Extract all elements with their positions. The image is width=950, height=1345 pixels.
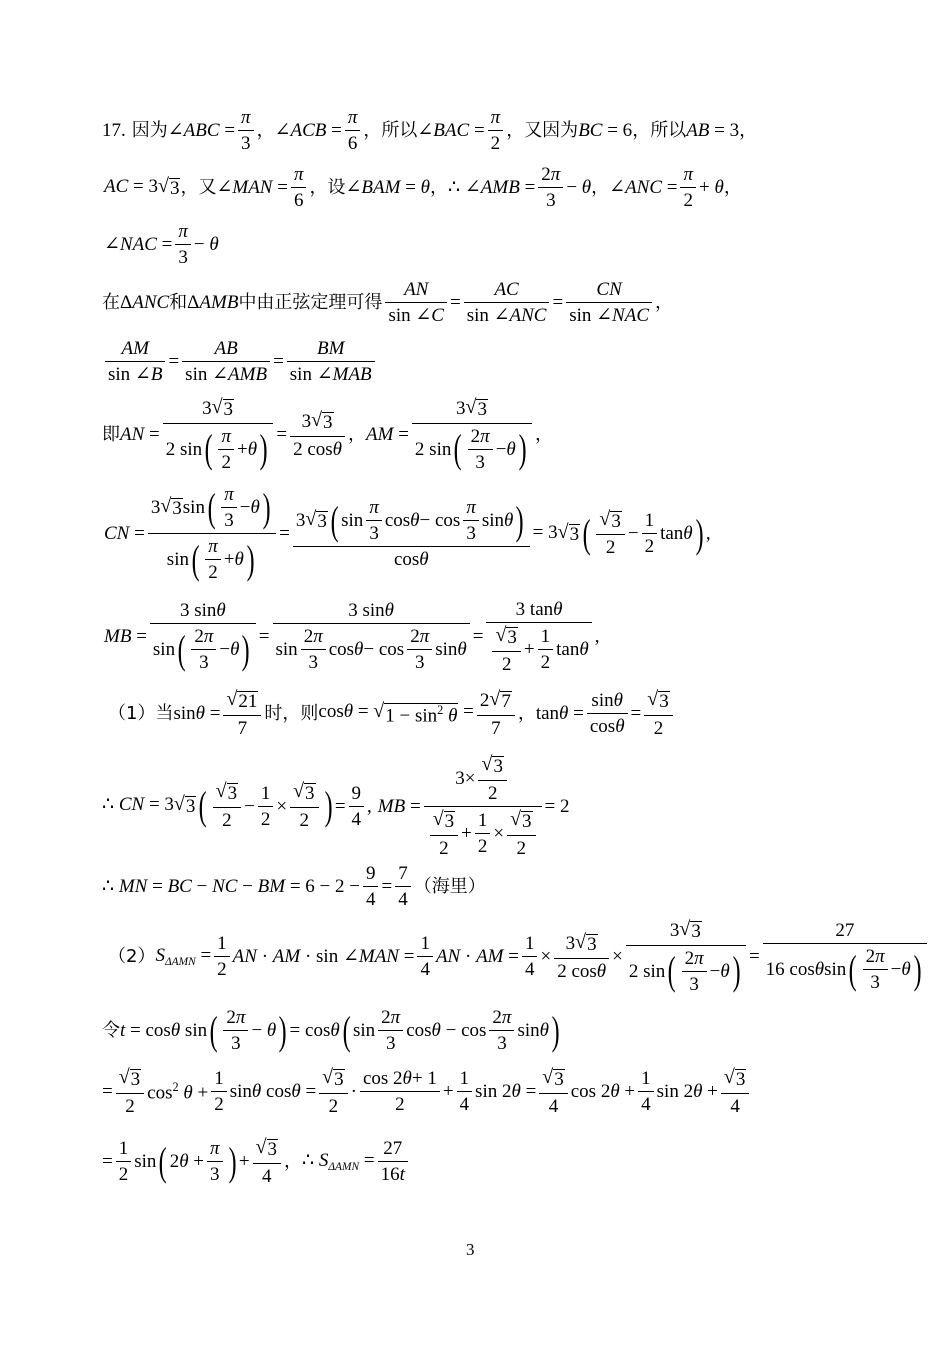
line-13: 令 t = cosθ sin ( 2 π 3 − θ ) = cosθ ( sin 2 π 3 cosθ − cos 2 π 3 sinθ )	[102, 1007, 560, 1054]
line-15: = $\frac{1}{2}$ sin ( 2θ + $\frac{\pi}{3}$ ) + √ 3 4 ， ∴ $S_{\Delta AMN}$ = 27 16 t	[102, 1138, 411, 1186]
line-3: ∠NAC = $\frac{\pi}{3}$ − θ	[104, 221, 219, 268]
line-10: ∴ CN = 3 √ 3 ( √ 3 2 − $\frac{1}{2}$ × √ 3 2 ) = $\frac{9}{4}$ , MB = 3× √ 3 2 √ 3 2 + 1 2 × √ 3 2 = 2	[102, 753, 570, 859]
line-1: 17. 因为 ∠ABC = $\frac{\pi}{3}$ ， ∠ACB = $\frac{\pi}{6}$ ， 所以 ∠BAC = $\frac{\pi}{2}$ ， 又因为 BC = 6 ， 所以 AB = 3 ，	[102, 107, 758, 154]
line-9: （1）当 sinθ = √ 21 7 时，则 cosθ = √ $1 - \sin^2 \theta$ = 2 √ 7 7 ， tanθ = sin θ cos θ = √ 3 2	[108, 690, 676, 738]
line-8: MB = 3 sin θ sin ( 2 π 3 − θ ) = 3 sin θ sin 2 π 3 cos θ − cos 2 π 3 sin θ = 3 tan θ √ 3 2 + 1 2 tan θ ,	[104, 599, 600, 675]
line-4: 在 ΔANC 和 ΔAMB 中由正弦定理可得 AN sin ∠ C = AC sin ∠ ANC = CN sin ∠ NAC ，	[102, 279, 673, 326]
line-6: 即 AN = 3 √ 3 2 sin ( π 2 + θ ) = 3 √ 3 2 cos θ ， AM = 3 √ 3 2 sin ( 2 π 3 − θ ) ，	[102, 396, 554, 473]
line-7: CN = 3 √ 3 sin ( π 3 − θ ) sin ( π 2 + θ ) = 3 √ 3 ( sin π 3 cos θ − cos π 3 sin θ ) cos θ = 3 √ 3 ( √ 3 2 − $\frac{1}{2}$ tanθ ) ,	[104, 484, 711, 583]
line-11: ∴ MN = BC − NC − BM = 6 − 2 − $\frac{9}{4}$ = $\frac{7}{4}$ （海里）	[102, 863, 486, 910]
page-number: 3	[466, 1240, 475, 1259]
line-12: （2） $S_{\Delta AMN}$ = $\frac{1}{2}$ AN · AM · sin ∠MAN = $\frac{1}{4}$ AN · AM = $\frac{1}{4}$ × 3 √ 3 2 cos θ × 3 √ 3 2 sin ( 2 π 3 − θ ) = 27 16 cos θ sin ( 2 π 3 − θ )	[108, 920, 930, 994]
line-14: = √ 3 2 $\cos^2 \theta$ + $\frac{1}{2}$ sinθ cosθ = √ 3 2 · cos 2 θ + 1 2 + $\frac{1}{4}$ sin 2θ = √ 3 4 cos 2θ + $\frac{1}{4}$ sin 2θ + √ 3 4	[102, 1068, 752, 1116]
problem-number: 17.	[102, 120, 126, 141]
line-2: AC = 3 √ 3 ， 又 ∠MAN = $\frac{\pi}{6}$ ， 设 ∠BAM = θ ， ∴ ∠AMB = 2 π 3 − θ ， ∠ANC = $\frac{\pi}{2}$ + θ ，	[104, 164, 742, 211]
line-5: AM sin ∠ B = AB sin ∠ AMB = BM sin ∠ MAB	[102, 339, 378, 384]
